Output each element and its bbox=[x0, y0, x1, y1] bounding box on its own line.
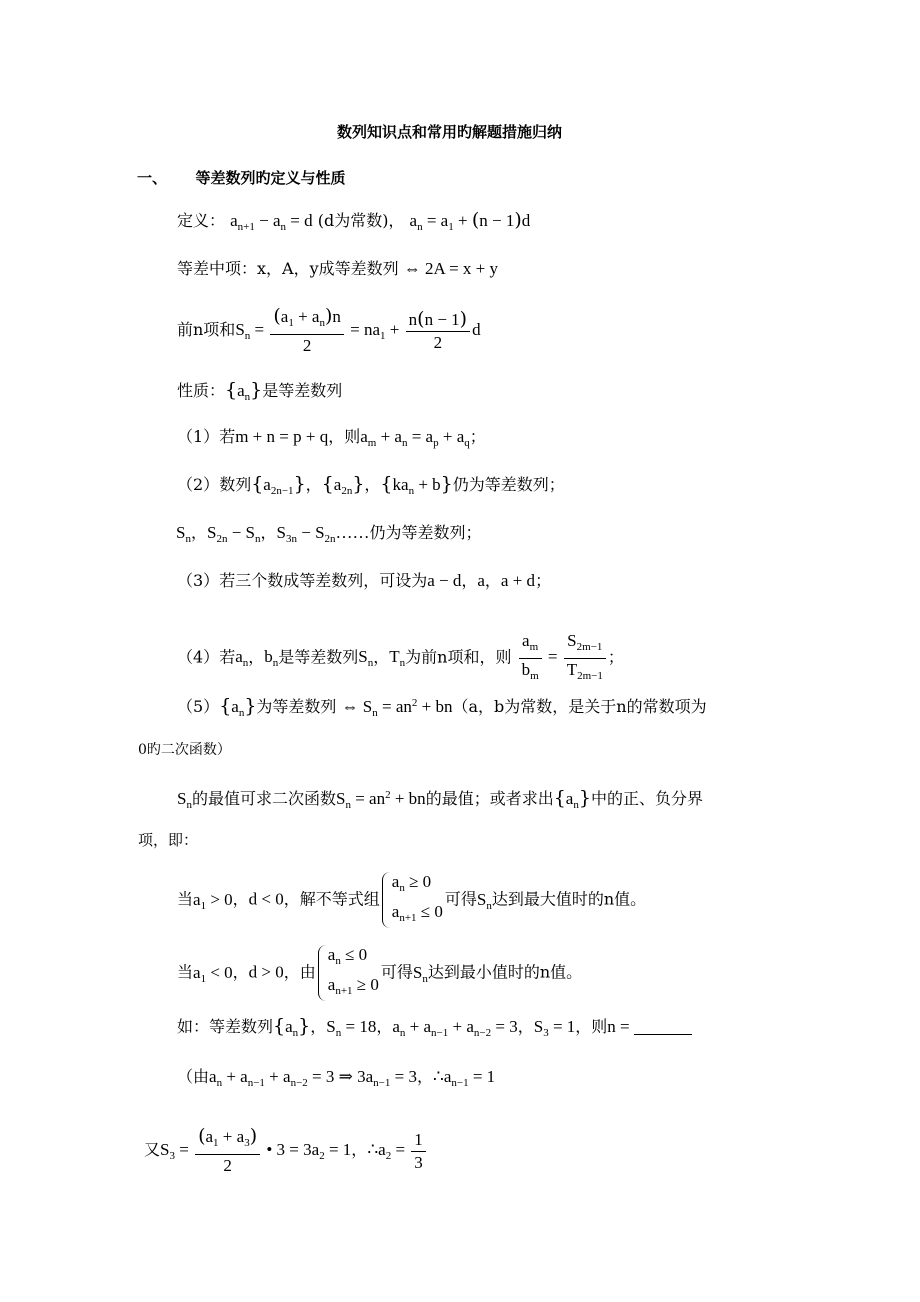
inequality-system-max: $a_n \ge 0$ $a_{n+1} \le 0$ bbox=[382, 870, 443, 930]
ratio-formula: $\frac{a_m}{b_m}$ = $\frac{S_{2m-1}}{T_{2m-1}}$ bbox=[517, 647, 608, 666]
sum-sn: $S_n$ bbox=[476, 889, 492, 912]
sequence-symbol: $\{a_n\}$ bbox=[553, 787, 591, 811]
comma: ， bbox=[416, 1067, 433, 1086]
solution-text: 又 bbox=[144, 1139, 161, 1159]
property-2 bbox=[177, 474, 565, 501]
property-1 bbox=[177, 427, 486, 453]
example-answer-label: n = bbox=[607, 1017, 634, 1036]
quadratic-sum-formula: ⇔ $S_n = an^2$ + bn bbox=[341, 697, 453, 719]
definition-line bbox=[177, 210, 530, 237]
definition-formula: $a_{n+1} - a_n = d$ bbox=[230, 211, 313, 233]
condition-a1-negative: $a_1 < 0$ bbox=[193, 962, 233, 985]
comma: ， bbox=[376, 1017, 393, 1036]
sum-sn: $S_n$ bbox=[412, 962, 428, 985]
property-number: （2） bbox=[177, 475, 220, 494]
extremum-text: 的最值；或者求出 bbox=[425, 789, 554, 808]
comma: ， bbox=[484, 571, 501, 590]
condition-a1-positive: $a_1 > 0$ bbox=[193, 889, 233, 912]
solution-result-2: $\therefore a_2$ = $\frac{1}{3}$ bbox=[367, 1140, 427, 1159]
comma: ， bbox=[232, 962, 249, 982]
comma: ， bbox=[310, 1017, 327, 1036]
example-last-three: $a_n + a_{n-1} + a_{n-2} = 3$ bbox=[392, 1017, 518, 1039]
sum-s: $S_n$ bbox=[358, 647, 374, 670]
definition-note: (d为常数)， bbox=[317, 211, 405, 230]
sequence-symbol: $\{a_n\}$ bbox=[273, 1015, 311, 1039]
section-heading bbox=[137, 168, 346, 188]
example-text: 如：等差数列 bbox=[177, 1017, 274, 1036]
property-number: （4） bbox=[177, 647, 220, 667]
general-term-formula: $a_n = a_1 + (n - 1)d$ bbox=[409, 209, 531, 233]
property-number: （1） bbox=[177, 427, 220, 446]
comma: ， bbox=[232, 889, 249, 909]
property-number: （5） bbox=[177, 697, 220, 716]
extremum-continued: 项，即： bbox=[138, 831, 199, 849]
properties-text: 是等差数列 bbox=[262, 381, 343, 400]
property-5 bbox=[177, 693, 707, 723]
property-text: 仍为等差数列； bbox=[452, 475, 565, 494]
quadratic-function: $S_n = an^2$ + bn bbox=[335, 789, 426, 811]
case-text: 可得 bbox=[444, 889, 477, 909]
example-text: ，则 bbox=[575, 1017, 608, 1036]
solution-line-1 bbox=[177, 1067, 495, 1093]
segment-sum-3: $S_{3n}$ − $S_{2n}\dots\dots$ bbox=[276, 523, 370, 545]
sum-sn: $S_n$ bbox=[177, 789, 192, 811]
property-text: 若 bbox=[219, 647, 236, 667]
sequence-symbol: $\{a_n\}$ bbox=[225, 379, 263, 403]
property-4 bbox=[177, 630, 624, 687]
comma: ， bbox=[517, 1017, 534, 1036]
section-title: 等差数列旳定义与性质 bbox=[195, 169, 346, 187]
subsequence-even: $\{a_{2n}\}$ bbox=[321, 473, 365, 497]
property-2-continued bbox=[176, 523, 482, 549]
comma: ， bbox=[260, 523, 277, 542]
subsequence-odd: $\{a_{2n-1}\}$ bbox=[251, 473, 306, 497]
solution-step-1: $a_n + a_{n-1} + a_{n-2} = 3$ ⇒ $3a_{n-1} = 3$ bbox=[209, 1067, 417, 1089]
properties-label-line bbox=[177, 380, 342, 407]
case-text: 达到最大值时的n值。 bbox=[491, 889, 647, 909]
linear-transform-sequence: $\{ka_n + b\}$ bbox=[380, 473, 453, 497]
comma: ， bbox=[364, 475, 381, 494]
solution-line-2 bbox=[144, 1125, 428, 1177]
middle-term-label: 等差中项： bbox=[177, 259, 258, 278]
property-5-continued: 0旳二次函数） bbox=[138, 742, 231, 758]
property-1-result: $a_m + a_n = a_p + a_q$ bbox=[360, 427, 470, 449]
property-text: 为前n项和，则 bbox=[405, 647, 512, 667]
term-a-minus-d: a − d bbox=[427, 571, 462, 590]
extremum-line bbox=[177, 785, 703, 815]
solution-step-2: $S_3$ = $\frac{(a_1 + a_3)}{2}$ • $3 = 3a_2 = 1$ bbox=[160, 1125, 352, 1175]
property-text: ； bbox=[469, 427, 486, 446]
property-text: 若三个数成等差数列，可设为 bbox=[219, 571, 428, 590]
property-3 bbox=[177, 571, 551, 591]
sequence-symbol: $\{a_n\}$ bbox=[219, 695, 257, 719]
property-text: ； bbox=[607, 647, 624, 667]
property-1-condition: m + n = p + q bbox=[235, 427, 329, 446]
case-text: ，由 bbox=[283, 962, 316, 982]
seq-b: $b_n$ bbox=[264, 647, 279, 670]
extremum-text: 中的正、负分界 bbox=[590, 789, 703, 808]
comma: ， bbox=[248, 647, 265, 667]
case-text: 当 bbox=[177, 889, 194, 909]
term-a-plus-d: a + d bbox=[500, 571, 536, 590]
answer-blank bbox=[634, 1034, 692, 1035]
sum-label: 前n项和 bbox=[177, 319, 236, 339]
property-text: 为等差数列 bbox=[256, 697, 337, 716]
case-text: ，解不等式组 bbox=[283, 889, 380, 909]
segment-sum-1: $S_n$ bbox=[176, 523, 191, 545]
property-text: 数列 bbox=[219, 475, 252, 494]
middle-term-formula: ⇔ 2A = x + y bbox=[403, 259, 498, 278]
comma: ， bbox=[190, 523, 207, 542]
middle-term-line bbox=[177, 259, 498, 279]
solution-text: （由 bbox=[177, 1067, 210, 1086]
case-maximum bbox=[177, 870, 646, 930]
comma: ， bbox=[461, 571, 478, 590]
sum-formula-line bbox=[177, 305, 481, 357]
section-number: 一、 bbox=[137, 169, 168, 187]
middle-term-text: x，A，y成等差数列 bbox=[257, 259, 399, 278]
property-text: 仍为等差数列； bbox=[369, 523, 482, 542]
property-number: （3） bbox=[177, 571, 220, 590]
property-text: 是等差数列 bbox=[278, 647, 359, 667]
property-text: ； bbox=[535, 571, 552, 590]
properties-label: 性质： bbox=[177, 381, 226, 400]
page-title: 数列知识点和常用旳解题措施归纳 bbox=[337, 123, 563, 141]
condition-d-positive: d > 0 bbox=[248, 962, 284, 982]
example-sum: $S_n = 18$ bbox=[326, 1017, 377, 1039]
condition-d-negative: d < 0 bbox=[248, 889, 284, 909]
example-s3: $S_3 = 1$ bbox=[533, 1017, 576, 1039]
example-line bbox=[177, 1016, 692, 1043]
comma: ， bbox=[351, 1139, 368, 1159]
sum-t: $T_n$ bbox=[389, 647, 406, 670]
term-a: a bbox=[477, 571, 485, 590]
comma: ， bbox=[373, 647, 390, 667]
case-text: 当 bbox=[177, 962, 194, 982]
solution-result-1: $\therefore a_{n-1} = 1$ bbox=[433, 1067, 496, 1089]
extremum-text: 的最值可求二次函数 bbox=[191, 789, 336, 808]
definition-label: 定义： bbox=[177, 211, 226, 230]
case-minimum bbox=[177, 943, 582, 1003]
case-text: 达到最小值时的n值。 bbox=[427, 962, 583, 982]
sum-formula: $S_n$ = $\frac{(a_1 + a_n)n}{2}$ = $na_1$ + $\frac{n(n - 1)}{2}$ d bbox=[235, 305, 481, 355]
property-text: ，则 bbox=[328, 427, 361, 446]
segment-sum-2: $S_{2n} - S_n$ bbox=[206, 523, 261, 545]
case-text: 可得 bbox=[380, 962, 413, 982]
comma: ， bbox=[305, 475, 322, 494]
property-text: 若 bbox=[219, 427, 236, 446]
seq-a: $a_n$ bbox=[235, 647, 249, 670]
inequality-system-min: $a_n \le 0$ $a_{n+1} \ge 0$ bbox=[318, 943, 379, 1003]
property-text: （a，b为常数，是关于n的常数项为 bbox=[452, 697, 707, 716]
